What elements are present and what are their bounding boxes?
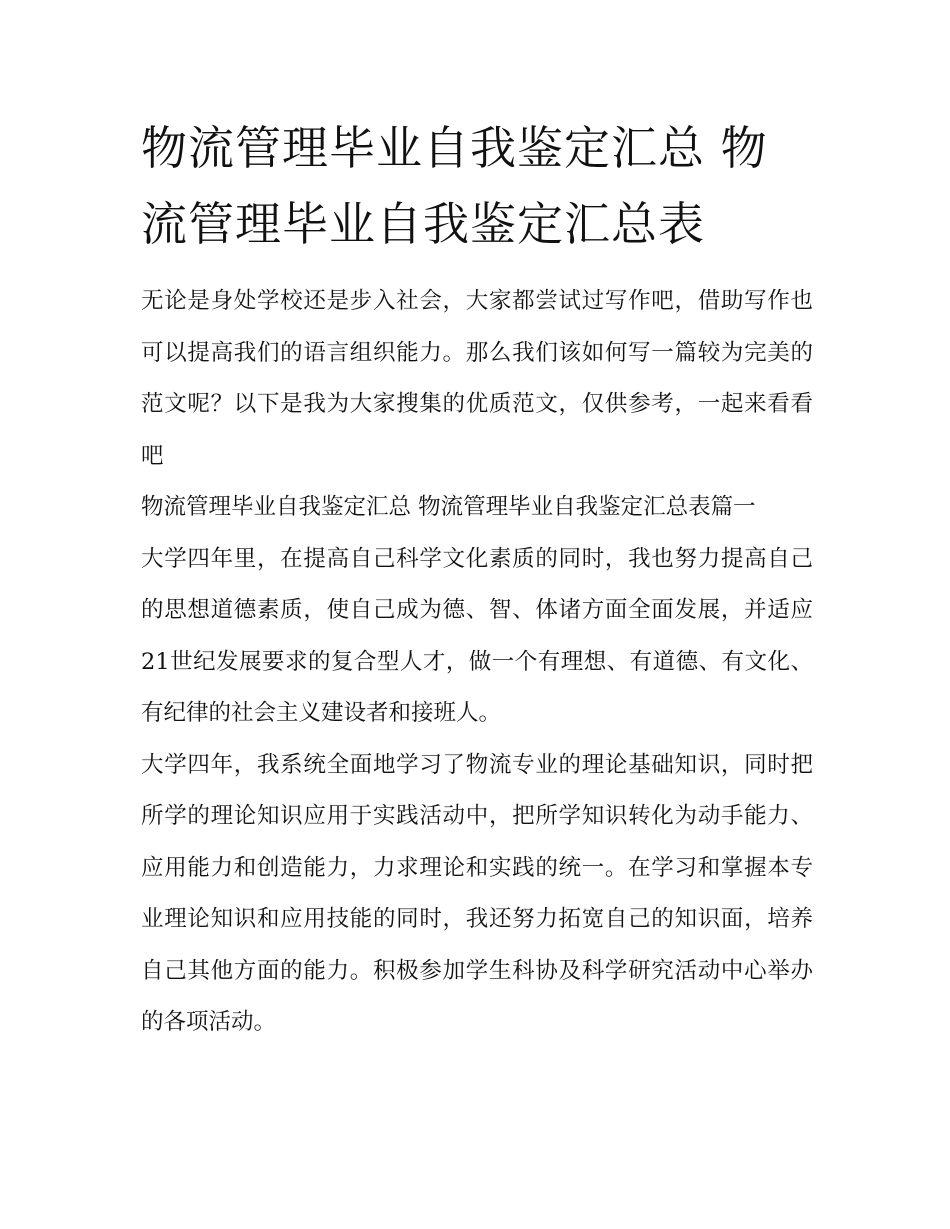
- body-paragraph-1: 大学四年里，在提高自己科学文化素质的同时，我也努力提高自己的思想道德素质，使自己成为德、智、体诸方面全面发展，并适应21世纪发展要求的复合型人才，做一个有理想、有道德、有文化、有纪律的社会主义建设者和接班人。: [141, 545, 813, 726]
- body-paragraph-2: 大学四年，我系统全面地学习了物流专业的理论基础知识，同时把所学的理论知识应用于实践活动中，把所学知识转化为动手能力、应用能力和创造能力，力求理论和实践的统一。在学习和掌握本专业理论知识和应用技能的同时，我还努力拓宽自己的知识面，培养自己其他方面的能力。积极参加学生科协及科学研究活动中心举办的各项活动。: [141, 751, 813, 1035]
- intro-paragraph: 无论是身处学校还是步入社会，大家都尝试过写作吧，借助写作也可以提高我们的语言组织能力。那么我们该如何写一篇较为完美的范文呢？以下是我为大家搜集的优质范文，仅供参考，一起来看看吧: [141, 288, 813, 469]
- document-body: [141, 110, 813, 1049]
- document-title: 物流管理毕业自我鉴定汇总 物流管理毕业自我鉴定汇总表: [141, 121, 768, 251]
- section-heading: 物流管理毕业自我鉴定汇总 物流管理毕业自我鉴定汇总表篇一: [141, 494, 756, 520]
